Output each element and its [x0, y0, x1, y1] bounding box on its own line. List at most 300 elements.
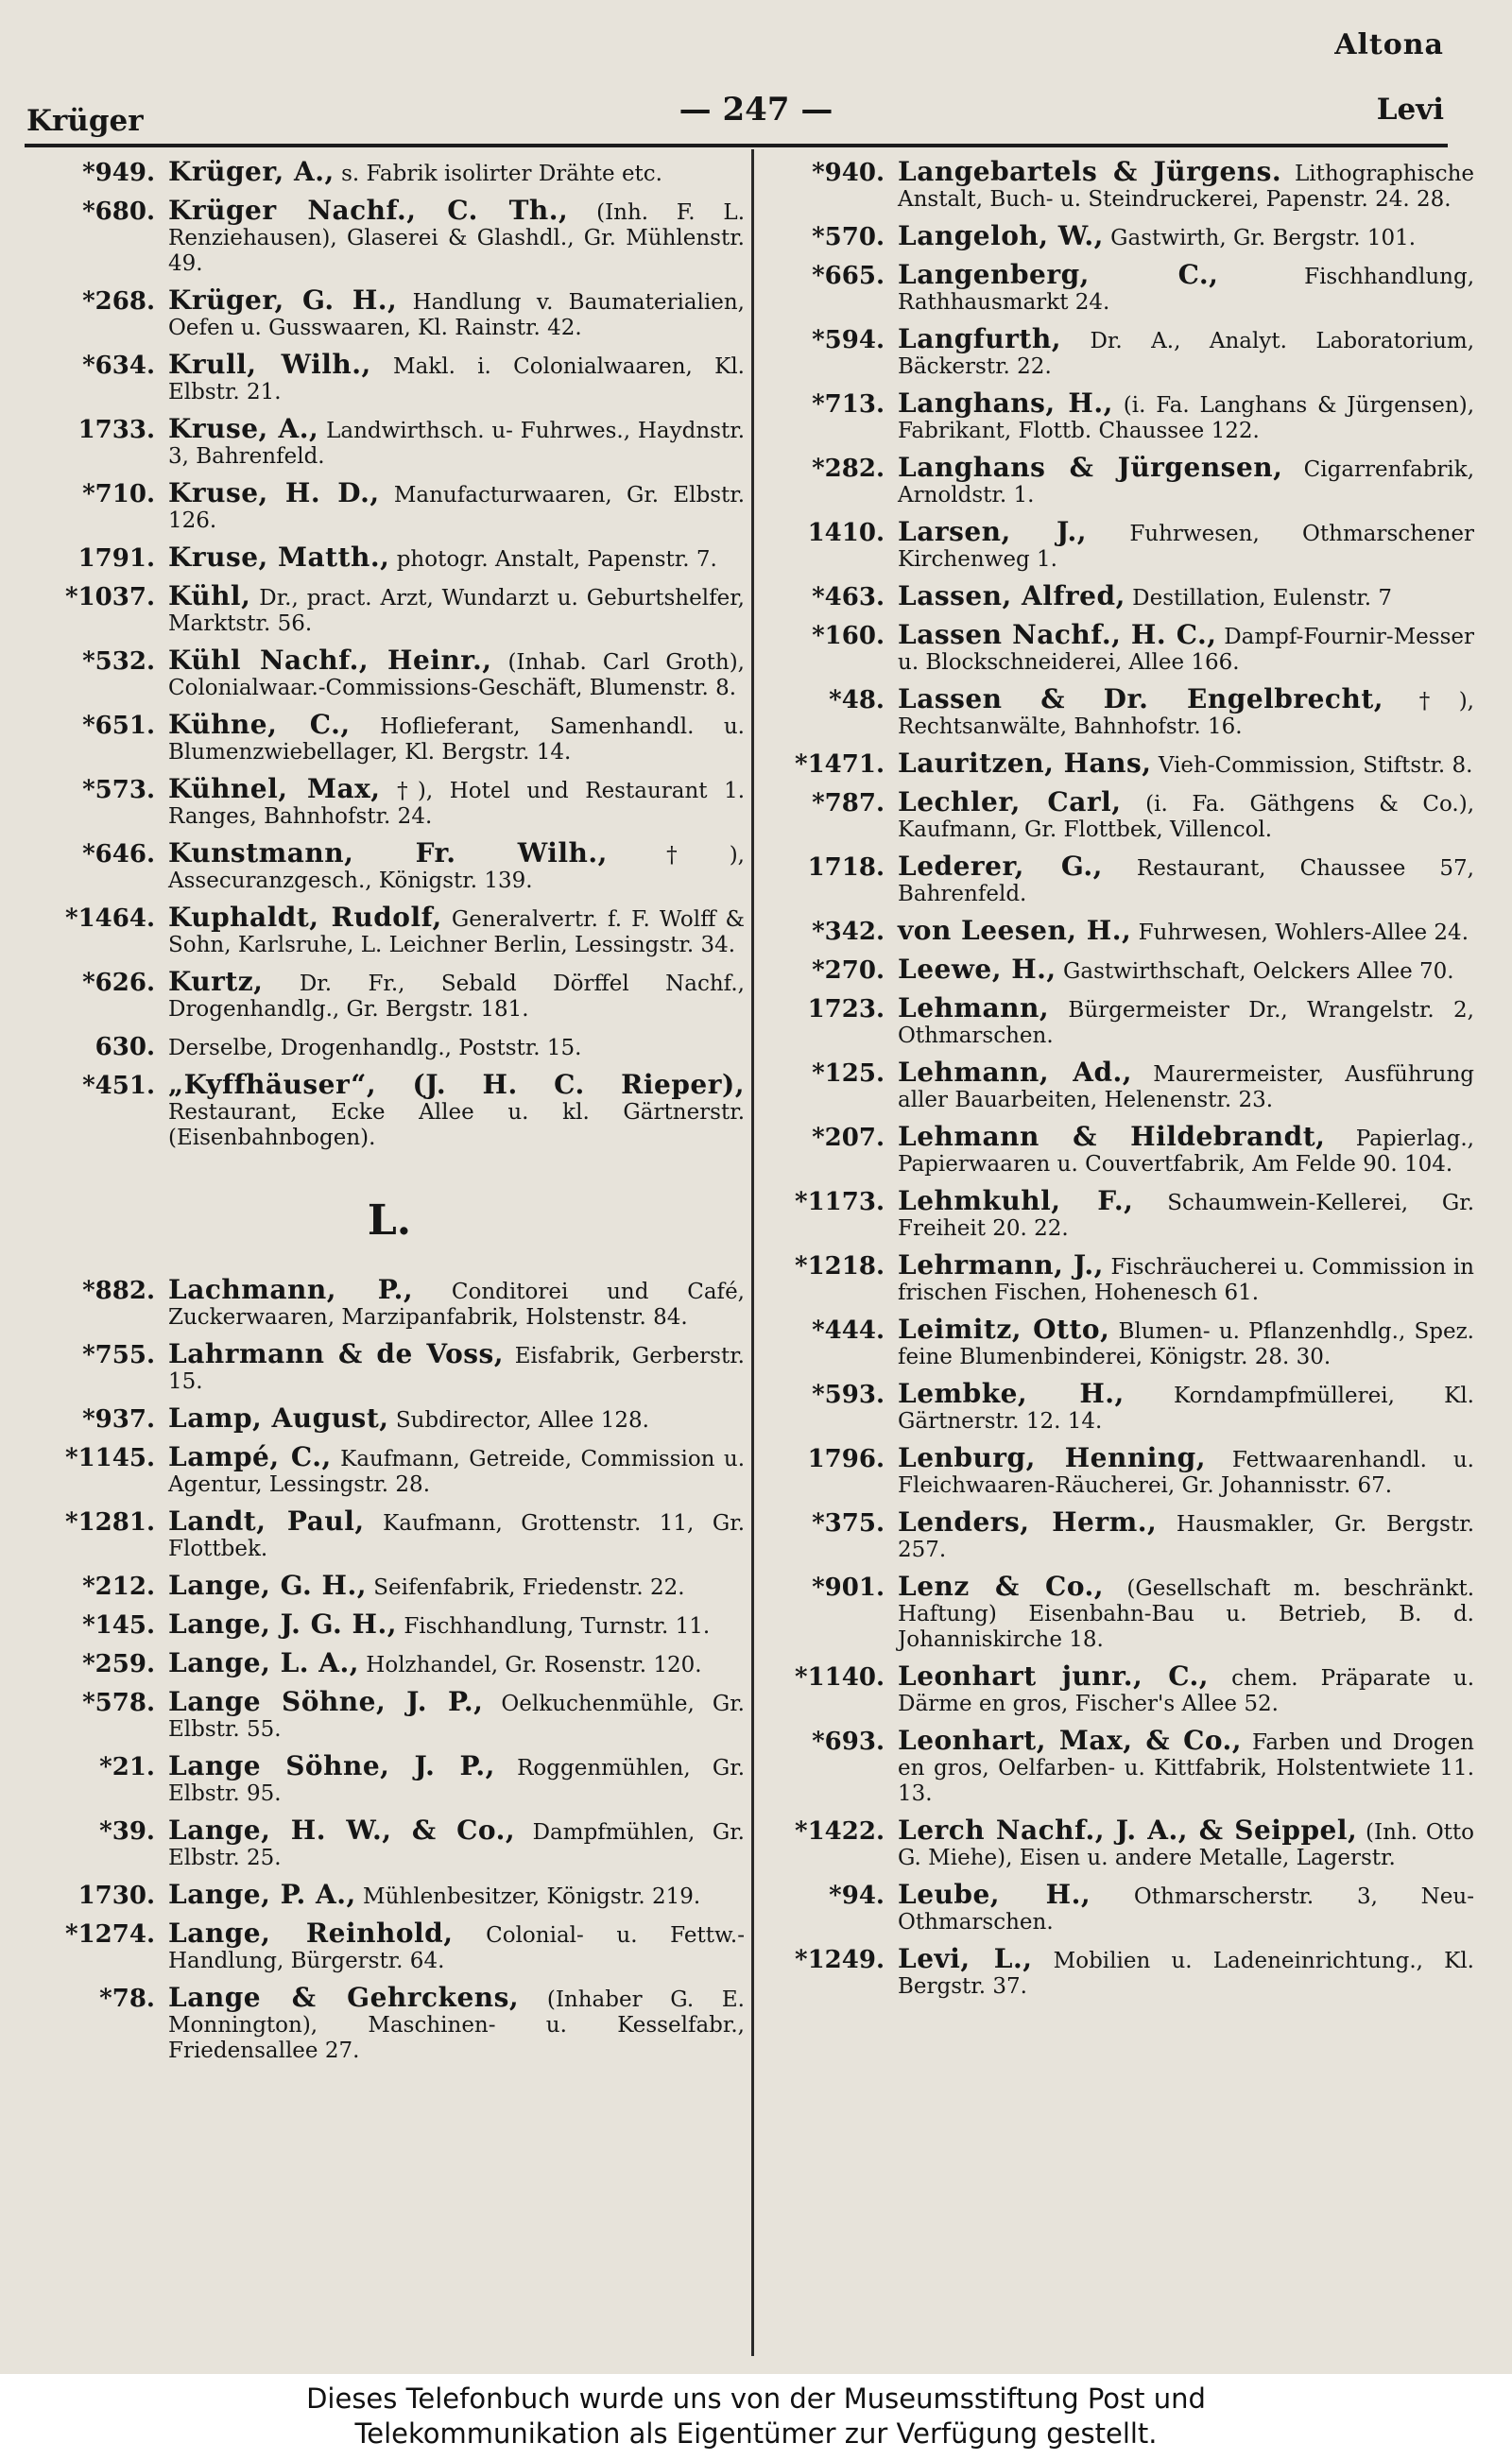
entry-name: Larsen, J., [898, 516, 1088, 547]
entry-detail: Fuhrwesen, Wohlers-Allee 24. [1138, 920, 1469, 945]
entry-detail: Kaufmann, Grottenstr. 11, Gr. Flottbek. [168, 1511, 746, 1561]
entry-text [898, 1316, 1474, 1370]
entry-detail: Dr. A., Analyt. Laboratorium, Bäckerstr. 22. [898, 329, 1475, 379]
entry-text [168, 1069, 745, 1151]
entry-text [898, 452, 1475, 508]
entry-text [168, 1402, 745, 1434]
entry-name: Langenberg, C., [898, 259, 1219, 290]
entry-detail: Gastwirth, Gr. Bergstr. 101. [1110, 226, 1417, 250]
entry-name: Langhans, H., [898, 387, 1113, 419]
directory-entry [34, 1274, 745, 1331]
entry-name: Levi, L., [898, 1943, 1033, 1974]
phone-number: *713. [812, 390, 885, 419]
entry-name: Kruse, A., [168, 413, 319, 444]
archive-credit-footer [0, 2374, 1512, 2460]
phone-number: *270. [812, 956, 885, 985]
entry-text [898, 992, 1474, 1049]
entry-text [168, 1505, 746, 1562]
entry-text [898, 323, 1475, 380]
phone-number: *787. [812, 789, 885, 817]
entry-name: Landt, Paul, [168, 1505, 365, 1537]
directory-entry [34, 1817, 745, 1871]
entry-text [898, 786, 1475, 843]
directory-entry [34, 580, 745, 637]
phone-number: 1718. [807, 853, 885, 882]
directory-entry [764, 387, 1474, 444]
entry-text [898, 1506, 1474, 1563]
entry-text [168, 156, 745, 187]
entry-detail: Korndampfmüllerei, Kl. Gärtnerstr. 12. 14. [898, 1384, 1474, 1434]
phone-number: *651. [82, 712, 155, 740]
directory-entry [764, 580, 1474, 611]
city-heading: Altona [1334, 28, 1444, 61]
entry-text [898, 853, 1474, 907]
phone-number: *1037. [64, 583, 155, 611]
footer-line-1: Dieses Telefonbuch wurde uns von der Museumsstiftung Post und [306, 2383, 1206, 2415]
directory-entry [764, 1378, 1474, 1435]
entry-name: Lahrmann & de Voss, [168, 1338, 505, 1369]
left-column-k-entries [34, 156, 746, 1151]
entry-text [898, 915, 1474, 946]
entry-text [898, 1571, 1475, 1653]
entry-detail: Dr. Fr., Sebald Dörffel Nachf., Drogenhandlg., Gr. Bergstr. 181. [168, 972, 745, 1022]
directory-entry [34, 477, 746, 534]
entry-name: Leimitz, Otto, [898, 1314, 1110, 1345]
entry-name: Langfurth, [898, 323, 1061, 354]
entry-name: Lechler, Carl, [898, 786, 1122, 817]
directory-entry [764, 750, 1474, 779]
directory-entry [34, 1879, 745, 1910]
directory-entry [34, 904, 745, 958]
phone-number: *375. [812, 1509, 885, 1538]
phone-number: 1723. [807, 995, 885, 1024]
phone-number: 1730. [77, 1882, 155, 1910]
phone-number: *268. [82, 287, 155, 316]
entry-detail: †), Rechtsanwälte, Bahnhofstr. 16. [898, 689, 1474, 739]
entry-detail: Generalvertr. f. F. Wolff & Sohn, Karlsruhe, L. Leichner Berlin, Lessingstr. 34. [168, 907, 746, 957]
entry-detail: Vieh-Commission, Stiftstr. 8. [1158, 753, 1473, 778]
entry-detail: Roggenmühlen, Gr. Elbstr. 95. [168, 1756, 745, 1806]
phone-number: *646. [82, 840, 155, 869]
phone-number: *78. [99, 1985, 155, 2013]
entry-name: Kühne, C., [168, 709, 351, 740]
phone-number: *532. [82, 647, 155, 676]
column-divider [751, 149, 754, 2356]
entry-text [168, 1274, 745, 1331]
phone-number: *1140. [794, 1663, 885, 1692]
entry-name: Kühnel, Max, [168, 773, 381, 804]
entry-detail: Fischhandlung, Turnstr. 11. [404, 1614, 711, 1639]
entry-name: Lange, G. H., [168, 1570, 367, 1601]
phone-number: *463. [812, 583, 885, 611]
entry-detail: (Gesellschaft m. beschränkt. Haftung) Eisenbahn-Bau u. Betrieb, B. d. Johanniskirche 18. [898, 1576, 1475, 1652]
phone-number: 630. [94, 1033, 155, 1061]
phone-number: *259. [82, 1650, 155, 1678]
directory-entry [764, 915, 1474, 946]
entry-detail: Oelkuchenmühle, Gr. Elbstr. 55. [168, 1692, 745, 1742]
phone-number: *444. [812, 1316, 885, 1345]
left-column [34, 156, 746, 2074]
entry-detail: Seifenfabrik, Friedenstr. 22. [373, 1575, 685, 1600]
entry-text [168, 580, 745, 637]
entry-detail: Hoflieferant, Samenhandl. u. Blumenzwiebellager, Kl. Bergstr. 14. [168, 714, 745, 765]
entry-text [168, 1608, 745, 1640]
entry-name: Lenburg, Henning, [898, 1442, 1207, 1473]
phone-number: *1274. [64, 1920, 155, 1949]
entry-name: Kunstmann, Fr. Wilh., [168, 837, 608, 869]
entry-name: Lachmann, P., [168, 1274, 414, 1305]
directory-entry [34, 966, 745, 1023]
entry-text [168, 1686, 745, 1743]
directory-entry [34, 284, 745, 341]
entry-text [898, 1059, 1474, 1113]
directory-entry [34, 1982, 745, 2064]
entry-text [898, 1121, 1474, 1178]
entry-detail: Cigarrenfabrik, Arnoldstr. 1. [898, 457, 1475, 507]
entry-text [168, 773, 746, 830]
entry-detail: Restaurant, Ecke Allee u. kl. Gärtnerstr. (Eisenbahnbogen). [168, 1100, 745, 1150]
directory-entry [764, 786, 1475, 843]
entry-text [168, 544, 745, 573]
phone-number: *882. [82, 1277, 155, 1305]
directory-entry [764, 1725, 1474, 1807]
entry-name: Lehmann, Ad., [898, 1057, 1133, 1088]
directory-entry [764, 1571, 1475, 1653]
entry-text [168, 1879, 745, 1910]
directory-entry [764, 1185, 1475, 1242]
entry-text [898, 750, 1474, 779]
entry-name: Krüger Nachf., C. Th., [168, 195, 569, 226]
phone-number: *1422. [794, 1817, 885, 1846]
phone-number: *451. [82, 1072, 155, 1100]
phone-number: *207. [812, 1124, 885, 1152]
directory-entry [764, 220, 1474, 251]
entry-name: Kuphaldt, Rudolf, [168, 902, 442, 933]
entry-detail: †), Asseсuranzgesch., Königstr. 139. [168, 843, 745, 893]
phone-number: *1218. [794, 1252, 885, 1281]
directory-entry [34, 1033, 745, 1061]
directory-entry [764, 323, 1475, 380]
entry-detail: Kaufmann, Getreide, Commission u. Agentur, Lessingstr. 28. [168, 1447, 746, 1497]
entry-detail: Handlung v. Baumaterialien, Oefen u. Gusswaaren, Kl. Rainstr. 42. [168, 290, 745, 340]
entry-text [168, 349, 745, 405]
entry-name: Leonhart, Max, & Co., [898, 1725, 1243, 1756]
entry-name: Kurtz, [168, 966, 264, 997]
entry-text [898, 1725, 1474, 1807]
directory-entry [34, 195, 746, 277]
entry-detail: Bürgermeister Dr., Wrangelstr. 2, Othmarschen. [898, 998, 1474, 1048]
entry-detail: Conditorei und Café, Zuckerwaaren, Marzipanfabrik, Holstenstr. 84. [168, 1280, 745, 1330]
directory-entry [34, 349, 745, 405]
directory-entry [34, 1402, 745, 1434]
directory-entry [764, 1817, 1474, 1871]
phone-number: *282. [812, 455, 885, 483]
entry-name: Lenz & Co., [898, 1571, 1105, 1602]
entry-detail: (i. Fa. Gäthgens & Co.), Kaufmann, Gr. Flottbek, Villencol. [898, 792, 1475, 842]
entry-detail: Holzhandel, Gr. Rosenstr. 120. [366, 1653, 702, 1677]
entry-name: Krull, Wilh., [168, 349, 371, 380]
phone-number: *949. [82, 159, 155, 187]
directory-entry [34, 413, 745, 470]
entry-detail: Fischräucherei u. Commission in frischen Fischen, Hohenesch 61. [898, 1255, 1474, 1305]
entry-text [898, 1879, 1475, 1935]
right-column [764, 156, 1475, 2010]
entry-detail: Dampf-Fournir-Messer u. Blockschneiderei, Allee 166. [898, 625, 1475, 675]
entry-detail: Mühlenbesitzer, Königstr. 219. [363, 1884, 701, 1909]
entry-detail: Mobilien u. Ladeneinrichtung., Kl. Bergstr. 37. [898, 1949, 1474, 1999]
directory-entry [34, 773, 746, 830]
entry-detail: Schaumwein-Kellerei, Gr. Freiheit 20. 22. [898, 1191, 1475, 1241]
entry-detail: Makl. i. Colonialwaaren, Kl. Elbstr. 21. [168, 354, 745, 404]
entry-name: Leonhart junr., C., [898, 1660, 1210, 1692]
phone-number: *1145. [64, 1444, 155, 1472]
entry-text [898, 1185, 1475, 1242]
directory-entry [764, 259, 1474, 316]
directory-entry [34, 1750, 745, 1807]
entry-name: „Kyffhäuser“, (J. H. C. Rieper), [168, 1069, 745, 1100]
entry-detail: photogr. Anstalt, Papenstr. 7. [396, 547, 717, 572]
directory-entry [34, 1069, 745, 1151]
phone-number: *940. [812, 159, 885, 187]
header-rule [25, 144, 1448, 147]
entry-text [898, 1249, 1474, 1306]
directory-entry [34, 1570, 745, 1601]
left-column-l-entries [34, 1274, 746, 2064]
entry-text [898, 1378, 1474, 1435]
entry-name: Lehrmann, J., [898, 1249, 1104, 1281]
entry-name: Lassen, Alfred, [898, 580, 1125, 611]
entry-text [168, 966, 745, 1023]
directory-entry [764, 1442, 1474, 1499]
entry-text [168, 1647, 745, 1678]
entry-name: Krüger, G. H., [168, 284, 398, 316]
entry-text [898, 956, 1474, 985]
phone-number: *680. [82, 198, 155, 226]
entry-text [168, 1033, 745, 1061]
phone-number: *1281. [64, 1508, 155, 1537]
entry-text [898, 1943, 1474, 2000]
entry-detail: (Inhaber G. E. Monnington), Maschinen- u. Kesselfabr., Friedensallee 27. [168, 1987, 745, 2063]
entry-detail: chem. Präparate u. Därme en gros, Fischer's Allee 52. [898, 1666, 1475, 1716]
entry-name: Lembke, H., [898, 1378, 1125, 1409]
last-entry-guide-word: Levi [1376, 93, 1444, 127]
entry-detail: Destillation, Eulenstr. 7 [1132, 586, 1393, 611]
phone-number: *1464. [64, 904, 155, 933]
entry-name: Lenders, Herm., [898, 1506, 1158, 1538]
entry-text [898, 683, 1474, 740]
entry-name: Langeloh, W., [898, 220, 1104, 251]
directory-entry [764, 1660, 1475, 1717]
entry-text [898, 1442, 1474, 1499]
entry-text [168, 1338, 745, 1395]
directory-entry [764, 1121, 1474, 1178]
phone-number: *342. [812, 918, 885, 946]
directory-entry [34, 544, 745, 573]
entry-detail: Lithographische Anstalt, Buch- u. Steindruckerei, Papenstr. 24. 28. [898, 162, 1474, 212]
phone-number: *160. [812, 622, 885, 650]
phone-number: *1173. [794, 1188, 885, 1216]
phone-number: *48. [829, 686, 885, 714]
entry-detail: s. Fabrik isolirter Drähte etc. [341, 162, 662, 186]
entry-text [168, 1982, 745, 2064]
entry-detail: Papierlag., Papierwaaren u. Couvertfabrik, Am Felde 90. 104. [898, 1127, 1474, 1177]
entry-detail: Gastwirthschaft, Oelckers Allee 70. [1063, 959, 1454, 984]
entry-text [168, 1817, 745, 1871]
phone-number: 1791. [77, 544, 155, 573]
entry-name: Kruse, H. D., [168, 477, 380, 508]
directory-entry [34, 1920, 745, 1974]
directory-entry [764, 1316, 1474, 1370]
entry-detail: Colonial- u. Fettw.-Handlung, Bürgerstr. 64. [168, 1923, 746, 1973]
entry-text [168, 284, 745, 341]
phone-number: *21. [99, 1753, 155, 1781]
entry-name: Lange, Reinhold, [168, 1918, 454, 1949]
entry-detail: (i. Fa. Langhans & Jürgensen), Fabrikant, Flottb. Chaussee 122. [898, 393, 1474, 443]
directory-entry [34, 1505, 746, 1562]
entry-name: Leube, H., [898, 1879, 1091, 1910]
entry-name: Langhans & Jürgensen, [898, 452, 1283, 483]
directory-entry [764, 683, 1474, 740]
directory-entry [764, 956, 1474, 985]
entry-name: Lehmann, [898, 992, 1050, 1024]
entry-name: Lassen & Dr. Engelbrecht, [898, 683, 1384, 714]
phone-number: 1796. [807, 1445, 885, 1473]
directory-entry [764, 1879, 1475, 1935]
phone-number: *693. [812, 1728, 885, 1756]
entry-text [168, 413, 745, 470]
phone-number: *594. [812, 326, 885, 354]
entry-detail: Blumen- u. Pflanzenhdlg., Spez. feine Blumenbinderei, Königstr. 28. 30. [898, 1319, 1474, 1369]
entry-detail: Othmarscherstr. 3, Neu-Othmarschen. [898, 1884, 1475, 1935]
entry-detail: Maurermeister, Ausführung aller Bauarbeiten, Helenenstr. 23. [898, 1062, 1474, 1112]
entry-detail: Restaurant, Chaussee 57, Bahrenfeld. [898, 856, 1474, 906]
entry-detail: Farben und Drogen en gros, Oelfarben- u. Kittfabrik, Holstentwiete 11. 13. [898, 1730, 1474, 1806]
entry-text [168, 904, 745, 958]
entry-text [168, 477, 746, 534]
entry-name: Lange Söhne, J. P., [168, 1750, 495, 1781]
directory-entry [764, 1249, 1474, 1306]
phone-number: 1733. [77, 416, 155, 444]
phone-number: *573. [82, 776, 155, 804]
entry-text [168, 1570, 745, 1601]
phone-number: *593. [812, 1381, 885, 1409]
entry-detail: Subdirector, Allee 128. [395, 1408, 649, 1433]
entry-text [168, 1441, 746, 1498]
entry-text [168, 837, 745, 894]
entry-name: Kühl, [168, 580, 251, 611]
entry-text [898, 259, 1474, 316]
phone-number: *901. [812, 1574, 885, 1602]
entry-detail: (Inh. F. L. Renziehausen), Glaserei & Glashdl., Gr. Mühlenstr. 49. [168, 200, 746, 276]
entry-detail: Eisfabrik, Gerberstr. 15. [168, 1344, 745, 1394]
entry-detail: Fettwaarenhandl. u. Fleichwaaren-Räucherei, Gr. Johannisstr. 67. [898, 1448, 1474, 1498]
entry-detail: (Inh. Otto G. Miehe), Eisen u. andere Metalle, Lagerstr. [898, 1820, 1475, 1870]
entry-name: Krüger, A., [168, 156, 335, 187]
entry-text [168, 1920, 745, 1974]
entry-text [898, 220, 1474, 251]
entry-detail: †), Hotel und Restaurant 1. Ranges, Bahnhofstr. 24. [168, 779, 746, 829]
phone-number: *125. [812, 1059, 885, 1088]
entry-name: Lederer, G., [898, 851, 1103, 882]
directory-entry [764, 1506, 1474, 1563]
entry-detail: (Inhab. Carl Groth), Colonialwaar.-Commissions-Geschäft, Blumenstr. 8. [168, 650, 745, 700]
entry-name: Lange, L. A., [168, 1647, 359, 1678]
entry-name: Lange, J. G. H., [168, 1608, 398, 1640]
entry-text [168, 709, 745, 766]
entry-text [898, 1817, 1474, 1871]
entry-name: Kühl Nachf., Heinr., [168, 645, 492, 676]
entry-detail: Hausmakler, Gr. Bergstr. 257. [898, 1512, 1474, 1562]
directory-entry [34, 1338, 745, 1395]
entry-text [898, 516, 1474, 573]
directory-entry [34, 709, 745, 766]
directory-entry [34, 1686, 745, 1743]
phone-number: *710. [82, 480, 155, 508]
entry-name: Leewe, H., [898, 954, 1057, 985]
directory-entry [34, 156, 745, 187]
directory-entry [764, 452, 1475, 508]
page-number: — 247 — [679, 91, 833, 129]
directory-entry [764, 1943, 1474, 2000]
entry-text [168, 647, 745, 701]
entry-name: Lange, H. W., & Co., [168, 1815, 516, 1846]
first-entry-guide-word: Krüger [26, 104, 144, 138]
section-letter-heading: L. [367, 1196, 412, 1245]
phone-number: *570. [812, 223, 885, 251]
phone-number: *665. [812, 262, 885, 290]
entry-name: Lange, P. A., [168, 1879, 356, 1910]
entry-text [168, 1750, 745, 1807]
phone-number: *626. [82, 969, 155, 997]
entry-text [898, 156, 1474, 213]
directory-entry [34, 1608, 745, 1640]
phone-number: *634. [82, 352, 155, 380]
phone-number: *94. [829, 1882, 885, 1910]
directory-entry [34, 1441, 746, 1498]
directory-entry [764, 992, 1474, 1049]
entry-detail: Dr., pract. Arzt, Wundarzt u. Geburtshelfer, Marktstr. 56. [168, 586, 745, 636]
phone-number: *755. [82, 1341, 155, 1369]
page-header [0, 0, 1512, 151]
entry-detail: Fuhrwesen, Othmarschener Kirchenweg 1. [898, 522, 1474, 572]
directory-entry [34, 1647, 745, 1678]
entry-name: Lange & Gehrckens, [168, 1982, 520, 2013]
entry-detail: Dampfmühlen, Gr. Elbstr. 25. [168, 1820, 745, 1870]
directory-entry [34, 837, 745, 894]
entry-detail: Landwirthsch. u- Fuhrwes., Haydnstr. 3, Bahrenfeld. [168, 419, 745, 469]
entry-name: Lauritzen, Hans, [898, 748, 1152, 779]
phone-number: *145. [82, 1611, 155, 1640]
directory-entry [764, 619, 1475, 676]
entry-name: Lassen Nachf., H. C., [898, 619, 1217, 650]
directory-entry [764, 156, 1474, 213]
phone-number: *937. [82, 1405, 155, 1434]
entry-text [168, 195, 746, 277]
entry-name: Lange Söhne, J. P., [168, 1686, 484, 1717]
phone-number: *39. [99, 1817, 155, 1846]
phone-number: *1249. [794, 1946, 885, 1974]
entry-name: Langebartels & Jürgens. [898, 156, 1282, 187]
entry-detail: Derselbe, Drogenhandlg., Poststr. 15. [168, 1036, 582, 1060]
phone-number: *1471. [794, 750, 885, 779]
entry-detail: Manufacturwaaren, Gr. Elbstr. 126. [168, 483, 746, 533]
entry-text [898, 619, 1475, 676]
entry-name: Lehmkuhl, F., [898, 1185, 1134, 1216]
entry-text [898, 387, 1474, 444]
footer-line-2: Telekommunikation als Eigentümer zur Verfügung gestellt. [354, 2417, 1158, 2450]
entry-name: Lehmann & Hildebrandt, [898, 1121, 1326, 1152]
entry-name: Lampé, C., [168, 1441, 332, 1472]
